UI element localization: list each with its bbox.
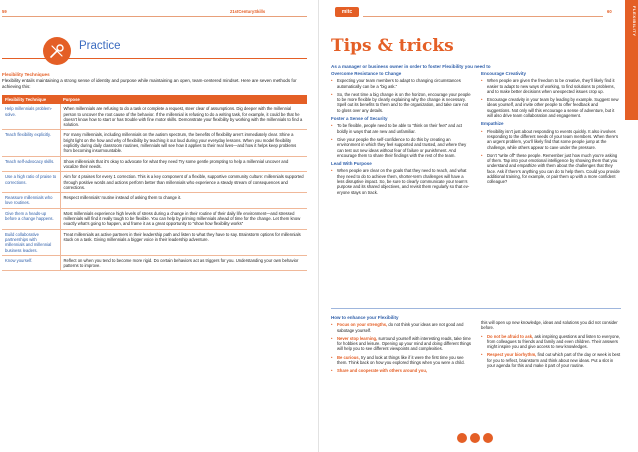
- practice-title: Practice: [79, 40, 121, 52]
- tip-item: • When people are clear on the goals that they need to reach, and what they need to do to achieve them, shorter-term challenges will have a less disruptive impact. So, be sure to clearly communicate your team’s purpose and its shared objectives, and revisit them regularly so that everyone stays on track.: [331, 168, 471, 194]
- tip-heading: Foster a Sense of Security: [331, 116, 388, 122]
- enhance-continuation: this will open up new knowledge, ideas and solutions you did not consider before.: [481, 320, 618, 331]
- enhance-item: [481, 352, 621, 368]
- enhance-right-column: [481, 320, 621, 371]
- technique-cell: Teach self-advocacy skills.: [2, 156, 60, 172]
- technique-cell: Know yourself.: [2, 255, 60, 271]
- technique-cell: Give them a heads-up before a change happens.: [2, 208, 60, 229]
- tools-icon: [43, 37, 71, 65]
- technique-cell: Use a high ratio of praise to corrections.: [2, 172, 60, 193]
- enhance-heading: How to enhance your Flexibility: [331, 315, 399, 320]
- enhance-item-text: try and look at things like if it were the first time you see them. Think back on how you explored things when you were a child.: [337, 354, 465, 366]
- table-row: [2, 193, 307, 209]
- decoration-dot: [457, 433, 467, 443]
- table-row: [2, 156, 307, 172]
- purpose-cell: Reflect on when you tend to become more rigid. Do certain behaviors act as triggers for you. Understanding your own behavior patterns to improve.: [60, 255, 307, 271]
- intro-paragraph: Flexibility entails maintaining a strong sense of identity and purpose while maintaining an open, team-centered mindset. Here are seven methods for achieving this:: [2, 78, 297, 89]
- technique-cell: Help millennials problem-solve.: [2, 104, 60, 130]
- section-title: Flexibility Techniques: [2, 72, 50, 77]
- table-row: [2, 104, 307, 130]
- running-head: 21stCenturySkills: [230, 9, 266, 14]
- enhance-item-text: find out which part of the day or week is best for you to reflect, brainstorm and think about new ideas. Put a slot in your agenda for this and make it part of your routine.: [487, 352, 621, 369]
- decoration-dot: [483, 433, 493, 443]
- mitc-logo: mitc: [335, 7, 359, 17]
- techniques-table: [2, 95, 307, 271]
- enhance-item: [331, 355, 471, 366]
- enhance-item: [331, 336, 471, 352]
- purpose-cell: Show millennials that it’s okay to advocate for what they need Try some gentle prompting to help a millennial uncover and vocalize their needs.: [60, 156, 307, 172]
- technique-cell: Build collaborative partnerships with millennials and millennial business leaders.: [2, 229, 60, 255]
- tip-item: • Encourage creativity in your team by leading by example. Suggest new ideas yourself, and invite other people to offer feedback and suggestions. Not only will this encourage a sense of adventure, but it will also drive team collaboration and engagement.: [481, 97, 621, 118]
- enhance-left-column: [331, 312, 471, 377]
- enhance-item-label: Focus on your strengths,: [337, 322, 388, 328]
- column-header-technique: Flexibility Technique: [2, 95, 60, 104]
- side-tab: [625, 0, 638, 120]
- enhance-item-text: surround yourself with interesting reads, take time for hobbies and leisure. Opening up your mind and doing different things will help you to see different viewpoints and complexities.: [337, 335, 472, 352]
- right-page: [319, 0, 638, 452]
- table-row: [2, 172, 307, 193]
- tips-right-column: [481, 68, 621, 188]
- decoration-dot: [470, 433, 480, 443]
- tip-heading: Overcome Resistance to Change: [331, 71, 402, 76]
- table-row: [2, 208, 307, 229]
- technique-cell: Reassure millennials who love routines.: [2, 193, 60, 209]
- tip-item: • Expecting your team members to adapt to changing circumstances automatically can be a “big ask.”: [331, 78, 471, 89]
- enhance-item-label: Never stop learning,: [337, 335, 378, 341]
- tip-item: • Don’t “write off” these people. Remember just how much you’re asking of them. Tap into your emotional intelligence by showing them that you understand and empathize with them about the challenges that they face. Ask if there’s anything you can do to help them. Could you provide additional training, for example, or pair them up with a more confident colleague?: [481, 153, 621, 185]
- header-rule: [2, 16, 307, 17]
- section-divider: [331, 308, 621, 309]
- purpose-cell: Treat millennials as active partners in their leadership path and listen to what they have to say. Brainstorm options for millennials stuck on a task. Giving millennials a bigger voice in their leadership adventure.: [60, 229, 307, 255]
- enhance-item-text: ask inspiring questions and listen to everyone, from colleagues to friends and family and even children. Their answers might inspire you and give access to new knowledges.: [487, 333, 621, 350]
- tip-item: • To be flexible, people need to be able to “think on their feet” and act boldly in ways that are new and unfamiliar.: [331, 123, 471, 134]
- title-rule: [2, 58, 307, 59]
- purpose-cell: When millennials are refusing to do a task or complete a request, steer clear of assumptions. Dig deeper with the millennial person to uncover the root cause of the behavior. If the millennial is refusing to do a writing task, for example, it could be that he doesn’t know how to start or has trouble with fine motor skills. Demonstrate your flexibility by working with the millennials to find a solution.: [60, 104, 307, 130]
- page-number: 59: [2, 9, 7, 14]
- enhance-item-label: Be curious,: [337, 354, 360, 360]
- purpose-cell: Aim for 4 praises for every 1 correction. This is a key component of a flexible, supportive community culture: millennials supported through positive words and actions perform better than millennials who experience a steady stream of consequences and corrections.: [60, 172, 307, 193]
- page-decoration-dots: [457, 430, 496, 448]
- header-rule: [363, 16, 603, 17]
- table-row: [2, 130, 307, 156]
- purpose-cell: Respect millennials’ routine instead of asking them to change it.: [60, 193, 307, 209]
- side-tab-label: FLEXIBILITY: [632, 6, 637, 37]
- tip-item: • Flexibility isn’t just about responding to events quickly. It also involves responding to the different needs of your team members. When there’s an urgent problem, you’ll likely find that some people jump at the challenge, while others appear to cave under the pressure.: [481, 129, 621, 150]
- enhance-item: [331, 368, 471, 373]
- tip-heading: Empathize: [481, 121, 504, 127]
- table-row: [2, 229, 307, 255]
- tip-heading: Encourage Creativity: [481, 71, 527, 76]
- enhance-item-label: Do not be afraid to ask,: [487, 333, 534, 339]
- enhance-item-label: Share and cooperate with others around you,: [337, 368, 428, 374]
- table-row: [2, 255, 307, 271]
- enhance-item-text: do not think your ideas are not good and sabotage yourself.: [337, 322, 464, 333]
- enhance-item: [331, 322, 471, 333]
- page-number: 60: [607, 9, 612, 14]
- column-header-purpose: Purpose: [60, 95, 307, 104]
- purpose-cell: For many millennials, including millennials on the autism spectrum, the benefits of flexibility aren’t immediately clear. Shine a bright light on the how and why of flexibility by teaching it out loud during your everyday lessons. When you model flexibility explicitly during daily classroom routines, millennials will see how it applies to their real lives—and how it helps keep problems from becoming insurmountable.: [60, 130, 307, 156]
- tip-item: • So, the next time a big change is on the horizon, encourage your people to be more flexible by clearly explaining why the change is necessary. Spell out its benefits to them and to the organization, and take care not to gloss over any details.: [331, 92, 471, 113]
- enhance-item-label: Respect your biorhythm,: [487, 352, 537, 358]
- table-header-row: [2, 95, 307, 104]
- enhance-item: [481, 334, 621, 350]
- tip-item: • When people are given the freedom to be creative, they’ll likely find it easier to adapt to new ways of working, to find solutions to problems, and to make better decisions when unexpected issues crop up.: [481, 78, 621, 94]
- purpose-cell: Most millennials experience high levels of stress during a change in their routine of their daily life environment—and stressed millennials will find it really tough to be flexible. You can help by priming millennials ahead of time for the change. Let them know exactly what’s going to happen, and frame it as a great opportunity to “show how flexibility works”: [60, 208, 307, 229]
- tips-subtitle: As a manager or business owner in order to foster Flexibility you need to: [331, 64, 491, 69]
- tip-item: • Give your people the self-confidence to do this by creating an environment in which they feel supported and trusted, and where they can test out new ideas without fear of failure or punishment. And encourage them to share their findings with the rest of the team.: [331, 137, 471, 158]
- tips-title: Tips & tricks: [331, 36, 454, 56]
- tips-left-column: [331, 68, 471, 198]
- technique-cell: Teach flexibility explicitly.: [2, 130, 60, 156]
- tip-heading: Lead With Purpose: [331, 161, 372, 167]
